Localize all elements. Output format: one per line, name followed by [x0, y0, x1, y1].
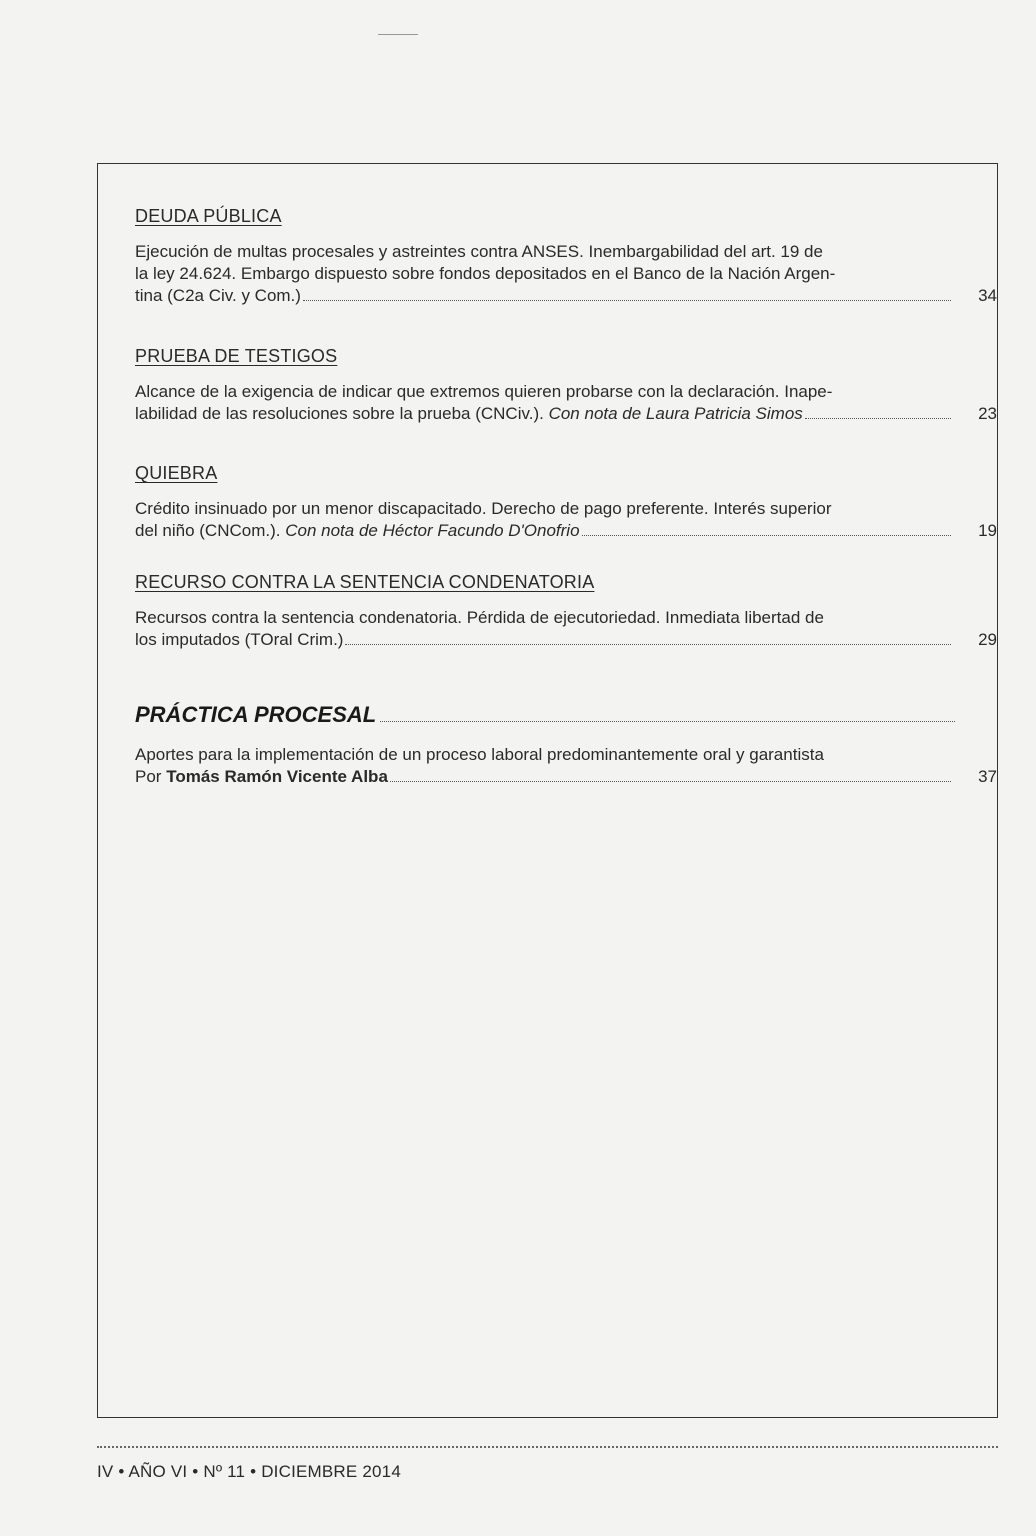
by-prefix: Por	[135, 767, 162, 786]
entry-last-line	[135, 520, 955, 542]
toc-entry[interactable]	[135, 744, 997, 788]
entry-last-line	[135, 629, 955, 651]
entry-text-line: los imputados (TOral Crim.)	[135, 630, 344, 649]
toc-section-practica-procesal	[135, 702, 997, 788]
author-name: Tomás Ramón Vicente Alba	[166, 767, 388, 786]
toc-section-quiebra	[135, 463, 997, 542]
entry-text-line: Crédito insinuado por un menor discapacitado. Derecho de pago preferente. Interés superior	[135, 499, 832, 518]
section-heading: RECURSO CONTRA LA SENTENCIA CONDENATORIA	[135, 572, 595, 592]
entry-text-line: del niño (CNCom.).	[135, 521, 281, 540]
toc-entry[interactable]	[135, 607, 997, 651]
table-of-contents-box	[97, 163, 998, 1418]
entry-text-line: Aportes para la implementación de un proceso laboral predominantemente oral y garantista	[135, 745, 824, 764]
toc-entry[interactable]	[135, 241, 997, 307]
issue-footer: IV • AÑO VI • Nº 11 • DICIEMBRE 2014	[97, 1462, 401, 1481]
entry-text-line: tina (C2a Civ. y Com.)	[135, 286, 301, 305]
practica-heading-row	[135, 702, 955, 728]
dot-leader	[805, 417, 951, 419]
toc-section-prueba-de-testigos	[135, 346, 997, 425]
section-heading: PRÁCTICA PROCESAL	[135, 702, 377, 727]
entry-text-line: la ley 24.624. Embargo dispuesto sobre fondos depositados en el Banco de la Nación Argen-	[135, 264, 836, 283]
page-number: 23	[978, 404, 997, 423]
toc-entry[interactable]	[135, 381, 997, 425]
dot-leader	[303, 299, 951, 301]
dot-leader	[582, 534, 951, 536]
page-number: 29	[978, 630, 997, 649]
entry-text-line: Alcance de la exigencia de indicar que extremos quieren probarse con la declaración. Inape-	[135, 382, 833, 401]
section-heading: QUIEBRA	[135, 463, 218, 483]
dot-leader	[390, 780, 951, 782]
entry-last-line	[135, 285, 955, 307]
dot-leader	[345, 643, 951, 645]
entry-text-line: Ejecución de multas procesales y astreintes contra ANSES. Inembargabilidad del art. 19 de	[135, 242, 823, 261]
top-decorative-rule	[378, 34, 418, 35]
entry-text-line: labilidad de las resoluciones sobre la prueba (CNCiv.).	[135, 404, 544, 423]
entry-last-line	[135, 766, 955, 788]
section-heading: PRUEBA DE TESTIGOS	[135, 346, 338, 366]
page-number: 19	[978, 521, 997, 540]
entry-text-line: Recursos contra la sentencia condenatoria. Pérdida de ejecutoriedad. Inmediata libertad de	[135, 608, 824, 627]
toc-entry[interactable]	[135, 498, 997, 542]
toc-section-recurso-contra-la-sentencia	[135, 572, 997, 651]
dot-leader	[380, 721, 955, 722]
toc-section-deuda-publica	[135, 206, 997, 307]
entry-note: Con nota de Laura Patricia Simos	[548, 404, 803, 423]
footer-dotted-rule	[97, 1446, 998, 1448]
entry-note: Con nota de Héctor Facundo D'Onofrio	[285, 521, 580, 540]
section-heading: DEUDA PÚBLICA	[135, 206, 282, 226]
page-number: 34	[978, 286, 997, 305]
entry-last-line	[135, 403, 955, 425]
page-number: 37	[978, 767, 997, 786]
